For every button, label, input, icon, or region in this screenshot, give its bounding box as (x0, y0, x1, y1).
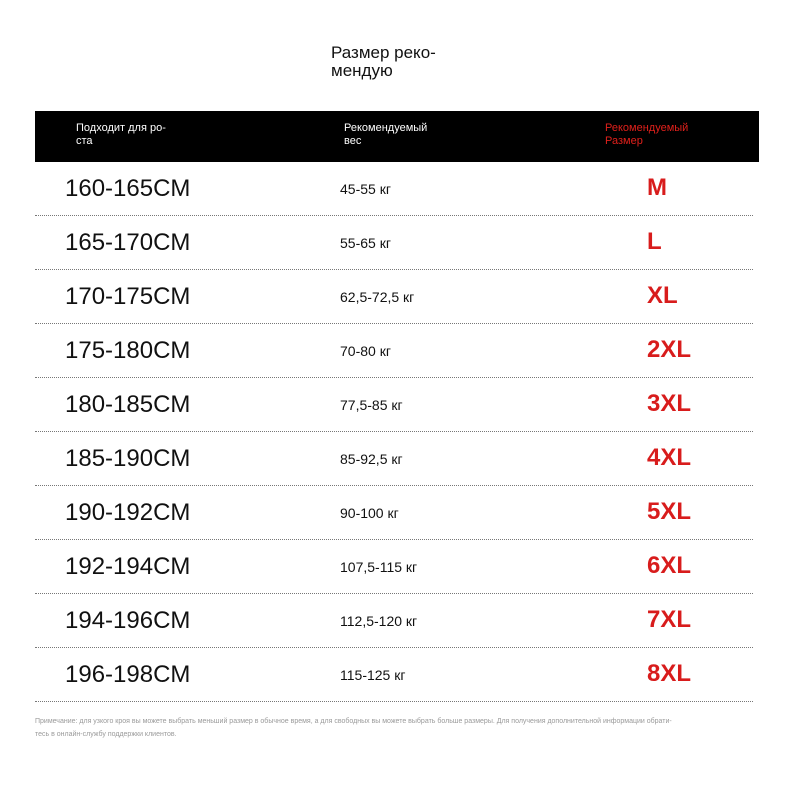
size-cell: 3XL (647, 390, 692, 417)
table-row (35, 324, 753, 378)
table-row (35, 648, 753, 702)
table-row (35, 378, 753, 432)
table-row (35, 486, 753, 540)
weight-cell: 77,5-85 кг (340, 397, 403, 413)
weight-cell: 55-65 кг (340, 235, 391, 251)
table-row (35, 540, 753, 594)
table-row (35, 162, 753, 216)
weight-cell: 107,5-115 кг (340, 559, 418, 575)
height-cell: 160-165CM (65, 175, 191, 202)
size-cell: XL (647, 282, 678, 309)
header-size-column: Рекомендуемый Размер (605, 122, 689, 147)
size-cell: L (647, 228, 662, 255)
height-cell: 170-175CM (65, 283, 191, 310)
size-cell: 7XL (647, 606, 692, 633)
weight-cell: 112,5-120 кг (340, 613, 418, 629)
table-row (35, 216, 753, 270)
table-row (35, 594, 753, 648)
size-table (35, 162, 753, 702)
height-cell: 185-190CM (65, 445, 191, 472)
header-weight-column: Рекомендуемый вес (344, 122, 428, 147)
page-title: Размер реко- мендую (331, 43, 436, 80)
table-row (35, 270, 753, 324)
weight-cell: 85-92,5 кг (340, 451, 403, 467)
weight-cell: 90-100 кг (340, 505, 399, 521)
size-cell: 4XL (647, 444, 692, 471)
size-cell: 5XL (647, 498, 692, 525)
weight-cell: 45-55 кг (340, 181, 391, 197)
size-cell: 6XL (647, 552, 692, 579)
height-cell: 192-194CM (65, 553, 191, 580)
table-header (35, 111, 759, 162)
height-cell: 194-196CM (65, 607, 191, 634)
size-cell: 2XL (647, 336, 692, 363)
height-cell: 165-170CM (65, 229, 191, 256)
height-cell: 180-185CM (65, 391, 191, 418)
weight-cell: 115-125 кг (340, 667, 406, 683)
footnote: Примечание: для узкого кроя вы можете выбрать меньший размер в обычное время, а для свободных вы можете выбрать больше размеры. Для получения дополнительной информации обрати- тесь в онлайн-службу поддержки клиентов. (35, 718, 672, 738)
size-cell: 8XL (647, 660, 692, 687)
height-cell: 196-198CM (65, 661, 191, 688)
height-cell: 175-180CM (65, 337, 191, 364)
weight-cell: 62,5-72,5 кг (340, 289, 415, 305)
height-cell: 190-192CM (65, 499, 191, 526)
table-row (35, 432, 753, 486)
header-height-column: Подходит для ро- ста (76, 122, 166, 147)
weight-cell: 70-80 кг (340, 343, 391, 359)
size-cell: M (647, 174, 667, 201)
